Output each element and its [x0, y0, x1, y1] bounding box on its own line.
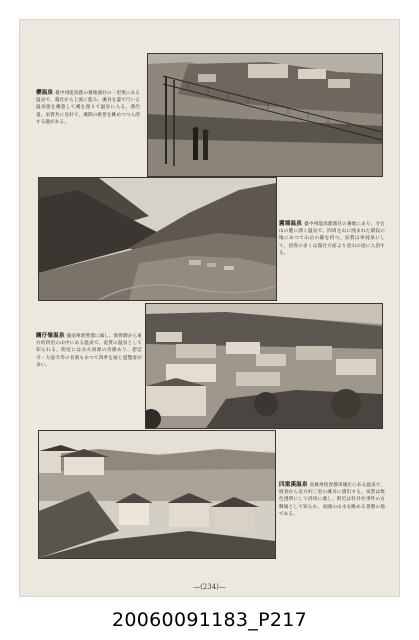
section-1-title: 櫻温泉	[36, 90, 54, 96]
section-2-title: 霧端温泉	[279, 221, 303, 227]
caption-section-2	[279, 221, 385, 257]
section-3-text: 臺南州新營郡に属し、新營驛から東方約四里の山中にある温泉で、泥質の温泉として知られる。附近には水火同源の奇勝あり、碧雲寺・大仙寺等の名刹もあつて四季を通じ遊覽客が多い。	[36, 334, 142, 368]
photo-mountain-valley	[38, 177, 277, 301]
section-4-text: 高雄州恆春郡車城庄にある温泉で、恆春から北方約三里の溪谷に湧出する。泉質は無色透明にして浴用に適し、附近は牡丹社事件の古戰場として知られ、南國の山水を眺める景勝の地である。	[279, 483, 385, 517]
section-3-title: 關仔嶺温泉	[36, 333, 65, 339]
caption-section-1	[36, 90, 140, 126]
section-2-text: 臺中州能高郡霧社の蕃地にあり、寺台山の麓に湧く温泉で、四周を山に囲まれた閑寂の地にあつて山岳の趣を持つ。泉質は単純泉にして、浴客の多くは霧社方面より登山の途に入浴する。	[279, 222, 385, 256]
caption-section-4	[279, 482, 385, 518]
photo-hot-spring-town	[145, 303, 383, 429]
caption-section-3	[36, 333, 142, 369]
page-number: —(234)—	[193, 583, 226, 591]
archive-id-label: 20060091183_P217	[112, 609, 307, 631]
scanned-page	[20, 20, 399, 596]
section-4-title: 四重溪温泉	[279, 482, 308, 488]
section-1-text: 臺中州能高郡の蕃地霧社の一里奥にある温泉で、霧社から上流に進み、溪谷を盡で尺いる温泉旅を溪旅して溪を渡りて温泉に入る。湧出量、泉質共に良好で、溪間の絶景を眺めつつ入浴する趣がある。	[36, 91, 140, 125]
photo-suspension-bridge	[147, 53, 383, 177]
photo-village-panorama	[38, 430, 276, 559]
